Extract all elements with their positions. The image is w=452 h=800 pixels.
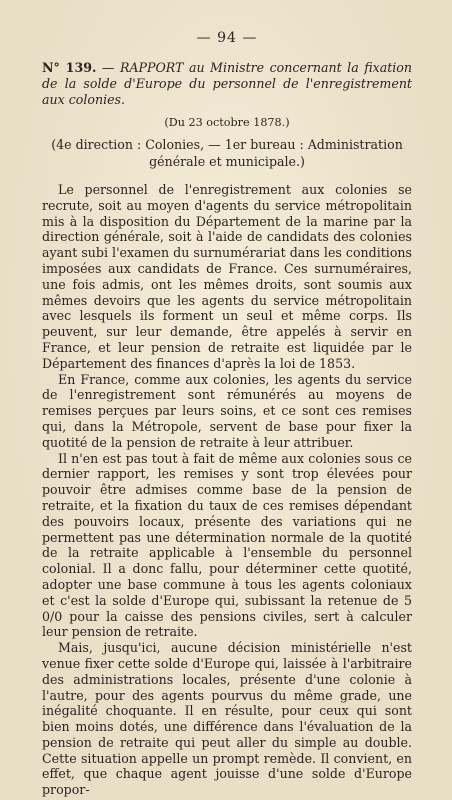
body-paragraph-3: Il n'en est pas tout à fait de même aux colonies sous ce dernier rapport, les remises y sont trop élevées pour pouvoir être admises comme base de la pension de retraite, et la fixation du taux de ces remises dépendant des pouvoirs locaux, présente des variations qui ne permettent pas une détermination normale de la quotité de la retraite applicable à l'ensemble du personnel colonial. Il a donc fallu, pour déterminer cette quotité, adopter une base commune à tous les agents coloniaux et c'est la solde d'Europe qui, subissant la retenue de 5 0/0 pour la caisse des pensions civiles, sert à calculer leur pension de retraite. xyxy=(42,450,412,640)
document-number: N° 139. xyxy=(42,60,97,75)
body-paragraph-4: Mais, jusqu'ici, aucune décision ministérielle n'est venue fixer cette solde d'Europe qui, laissée à l'arbitraire des administrations locales, présente d'une colonie à l'autre, pour des agents pourvus du même grade, une inégalité choquante. Il en résulte, pour ceux qui sont bien moins dotés, une différence dans l'évaluation de la pension de retraite qui peut aller du simple au double. Cette situation appelle un prompt remède. Il convient, en effet, que chaque agent jouisse d'une solde d'Europe propor- xyxy=(42,640,412,798)
document-title: — RAPPORT au Ministre concernant la fixation de la solde d'Europe du personnel de l'enregistrement aux colonies. xyxy=(42,60,412,107)
page-number: — 94 — xyxy=(196,30,258,46)
body-paragraph-1: Le personnel de l'enregistrement aux colonies se recrute, soit au moyen d'agents du service métropolitain mis à la disposition du Département de la marine par la direction générale, soit à l'aide de candidats des colonies ayant subi l'examen du surnumérariat dans les conditions imposées aux candidats de France. Ces surnuméraires, une fois admis, ont les mêmes droits, sont soumis aux mêmes devoirs que les agents du service métropolitain avec lesquels ils forment un seul et même corps. Ils peuvent, sur leur demande, être appelés à servir en France, et leur pension de retraite est liquidée par le Département des finances d'après la loi de 1853. xyxy=(42,182,412,371)
document-heading xyxy=(42,60,412,108)
body-paragraph-2: En France, comme aux colonies, les agents du service de l'enregistrement sont rémunérés au moyens de remises perçues par leurs soins, et ce sont ces remises qui, dans la Métropole, servent de base pour fixer la quotité de la pension de retraite à leur attribuer. xyxy=(42,371,412,450)
document-date: (Du 23 octobre 1878.) xyxy=(164,116,290,129)
direction-note: (4e direction : Colonies, — 1er bureau : Administration générale et municipale.) xyxy=(51,137,403,169)
